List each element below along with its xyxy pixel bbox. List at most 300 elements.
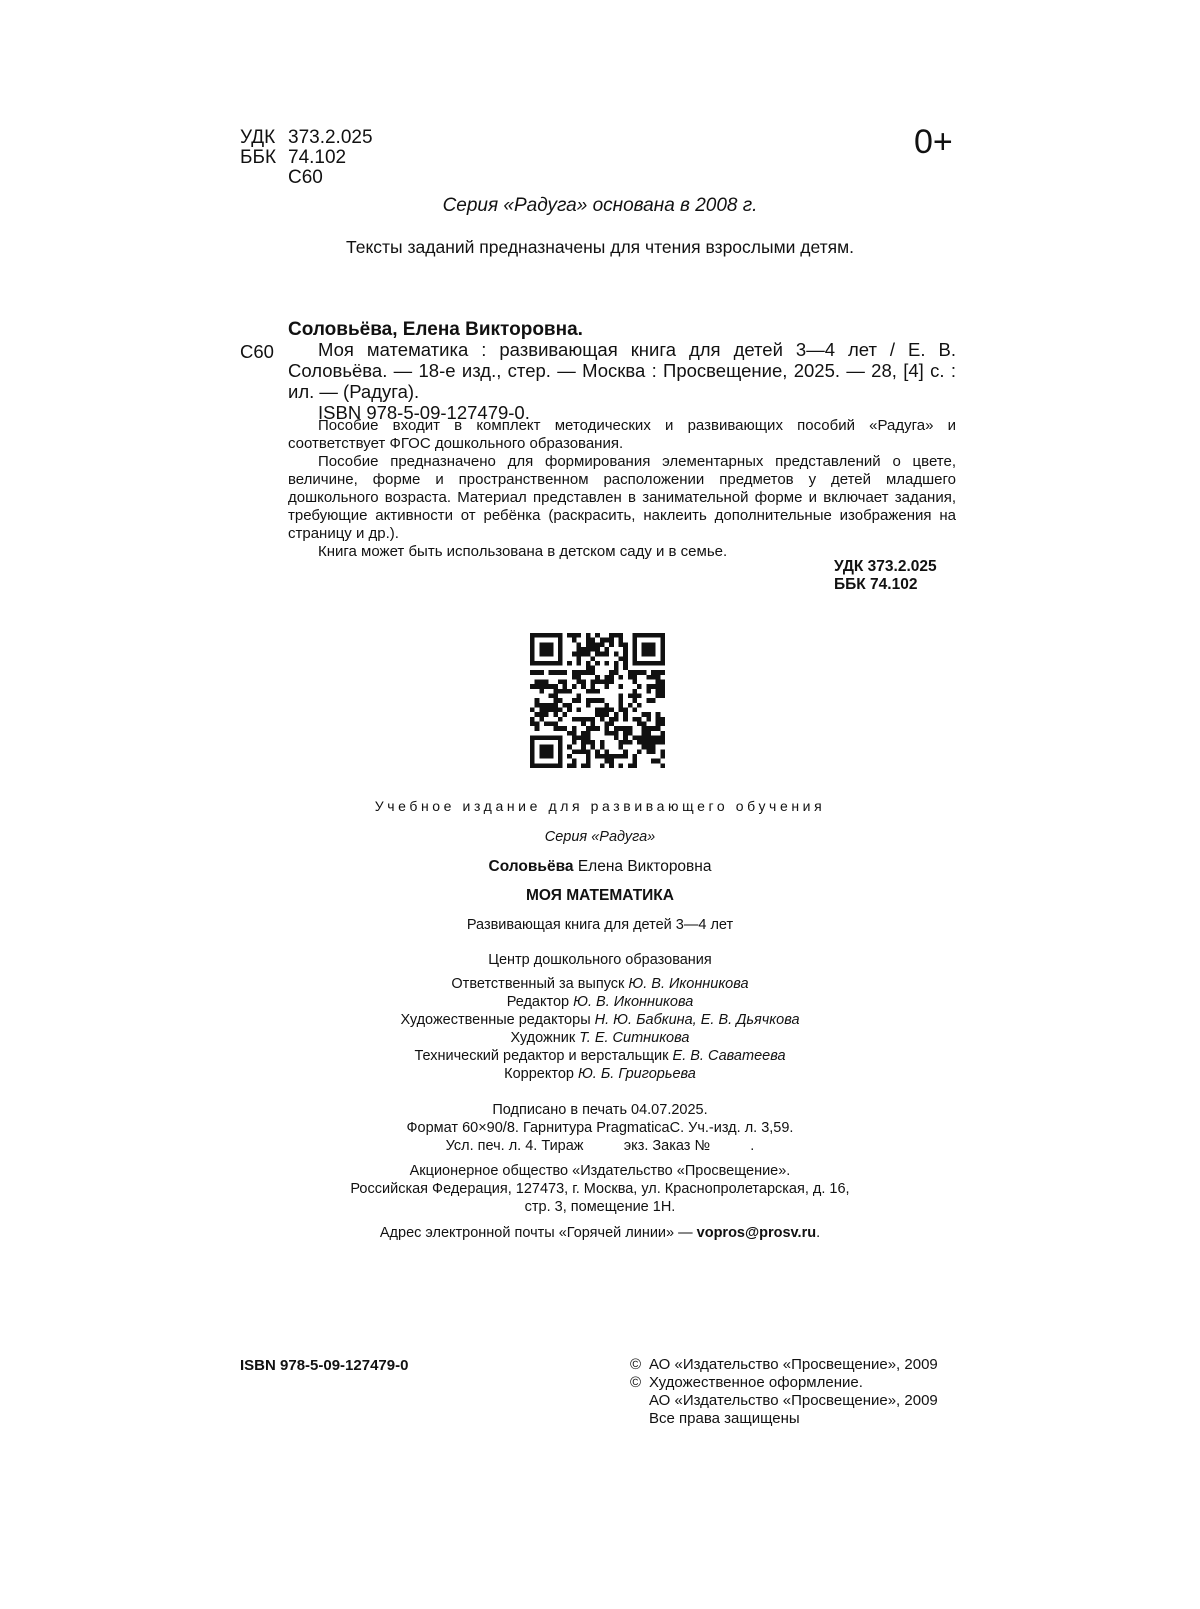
qr-module	[595, 661, 600, 666]
qr-module	[558, 652, 563, 657]
qr-module	[660, 647, 665, 652]
qr-module	[623, 726, 628, 731]
qr-module	[577, 749, 582, 754]
qr-module	[637, 703, 642, 708]
publisher-address-1: Российская Федерация, 127473, г. Москва, ул. Краснопролетарская, д. 16,	[350, 1181, 850, 1197]
annotation-3: Книга может быть использована в детском саду и в семье.	[318, 543, 728, 560]
qr-module	[637, 735, 642, 740]
qr-module	[549, 633, 554, 638]
credit-role: Художественные редакторы	[400, 1012, 591, 1028]
series-founded: Серия «Радуга» основана в 2008 г.	[442, 195, 758, 216]
qr-module	[614, 633, 619, 638]
qr-module	[577, 661, 582, 666]
qr-module	[660, 763, 665, 768]
qr-module	[595, 749, 600, 754]
qr-module	[637, 721, 642, 726]
qr-module	[544, 712, 549, 717]
qr-module	[530, 647, 535, 652]
qr-module	[595, 754, 600, 759]
center-name: Центр дошкольного образования	[488, 952, 712, 968]
qr-module	[558, 726, 563, 731]
qr-module	[651, 735, 656, 740]
qr-module	[623, 740, 628, 745]
qr-module	[637, 661, 642, 666]
qr-module	[591, 726, 596, 731]
catalog-isbn: ISBN 978-5-09-127479-0.	[318, 402, 530, 423]
qr-module	[553, 721, 558, 726]
qr-module	[646, 745, 651, 750]
qr-module	[614, 735, 619, 740]
qr-module	[595, 726, 600, 731]
qr-module	[656, 689, 661, 694]
qr-module	[604, 675, 609, 680]
qr-module	[609, 642, 614, 647]
qr-module	[618, 638, 623, 643]
qr-module	[623, 754, 628, 759]
qr-module	[642, 661, 647, 666]
qr-module	[646, 726, 651, 731]
email-label: Адрес электронной почты «Горячей линии» —	[379, 1225, 697, 1241]
qr-module	[656, 712, 661, 717]
qr-module	[651, 684, 656, 689]
qr-module	[549, 642, 554, 647]
author-mark: С60	[288, 167, 323, 188]
qr-module	[656, 717, 661, 722]
qr-module	[558, 689, 563, 694]
credit-role: Технический редактор и верстальщик	[414, 1048, 669, 1064]
qr-module	[604, 680, 609, 685]
qr-module	[530, 638, 535, 643]
qr-module	[604, 726, 609, 731]
qr-module	[577, 652, 582, 657]
qr-module	[660, 735, 665, 740]
qr-module	[656, 684, 661, 689]
qr-module	[581, 740, 586, 745]
qr-module	[660, 740, 665, 745]
qr-module	[600, 712, 605, 717]
qr-module	[549, 703, 554, 708]
qr-module	[544, 652, 549, 657]
qr-module	[623, 707, 628, 712]
qr-module	[535, 721, 540, 726]
qr-module	[614, 754, 619, 759]
qr-module	[563, 670, 568, 675]
print-details	[0, 1101, 1200, 1155]
qr-module	[558, 647, 563, 652]
qr-module	[572, 763, 577, 768]
qr-module	[544, 721, 549, 726]
qr-module	[646, 684, 651, 689]
bbk-value: 74.102	[288, 147, 347, 168]
qr-module	[618, 763, 623, 768]
qr-module	[544, 735, 549, 740]
qr-module	[577, 735, 582, 740]
qr-module	[651, 661, 656, 666]
qr-module	[586, 754, 591, 759]
qr-module	[572, 717, 577, 722]
qr-module	[530, 642, 535, 647]
qr-module	[646, 675, 651, 680]
qr-module	[530, 735, 535, 740]
sheets-line: Усл. печ. л. 4. Тираж экз. Заказ № .	[445, 1138, 755, 1154]
qr-module	[660, 717, 665, 722]
qr-module	[618, 703, 623, 708]
qr-module	[577, 680, 582, 685]
qr-module	[553, 684, 558, 689]
qr-module	[567, 661, 572, 666]
qr-module	[581, 745, 586, 750]
qr-module	[530, 763, 535, 768]
qr-module	[563, 712, 568, 717]
publisher-address-2: стр. 3, помещение 1Н.	[524, 1199, 676, 1215]
qr-module	[553, 726, 558, 731]
qr-module	[660, 680, 665, 685]
qr-module	[656, 726, 661, 731]
qr-module	[544, 754, 549, 759]
qr-module	[600, 642, 605, 647]
qr-module	[637, 670, 642, 675]
email-end: .	[816, 1225, 821, 1241]
bbk-label: ББК	[240, 147, 277, 168]
qr-module	[530, 661, 535, 666]
qr-module	[628, 763, 633, 768]
qr-module	[586, 670, 591, 675]
qr-module	[632, 694, 637, 699]
qr-module	[595, 689, 600, 694]
qr-module	[539, 749, 544, 754]
qr-module	[614, 661, 619, 666]
qr-module	[600, 745, 605, 750]
qr-module	[646, 712, 651, 717]
qr-module	[572, 740, 577, 745]
qr-module	[567, 754, 572, 759]
credit-person: Ю. В. Иконникова	[573, 994, 694, 1010]
qr-module	[591, 666, 596, 671]
qr-module	[539, 661, 544, 666]
qr-module	[600, 717, 605, 722]
qr-module	[553, 735, 558, 740]
qr-module	[660, 694, 665, 699]
qr-module	[623, 661, 628, 666]
qr-module	[558, 656, 563, 661]
qr-module	[539, 763, 544, 768]
qr-module	[642, 647, 647, 652]
qr-module	[577, 675, 582, 680]
qr-module	[539, 680, 544, 685]
qr-module	[656, 759, 661, 764]
qr-module	[604, 638, 609, 643]
qr-module	[623, 656, 628, 661]
qr-module	[549, 754, 554, 759]
qr-module	[642, 633, 647, 638]
qr-module	[618, 642, 623, 647]
qr-module	[539, 754, 544, 759]
qr-module	[656, 740, 661, 745]
qr-module	[586, 642, 591, 647]
qr-module	[558, 717, 563, 722]
qr-module	[539, 670, 544, 675]
rights-reserved: Все права защищены	[649, 1410, 800, 1427]
imprint-author	[0, 858, 1200, 876]
copyright-block	[630, 1356, 938, 1428]
qr-module	[563, 684, 568, 689]
qr-module	[623, 647, 628, 652]
qr-module	[535, 698, 540, 703]
qr-module	[656, 675, 661, 680]
qr-module	[553, 633, 558, 638]
qr-module	[609, 721, 614, 726]
qr-module	[604, 652, 609, 657]
qr-module	[581, 680, 586, 685]
qr-module	[660, 670, 665, 675]
qr-module	[539, 703, 544, 708]
qr-module	[535, 712, 540, 717]
qr-module	[614, 652, 619, 657]
qr-module	[595, 675, 600, 680]
qr-module	[539, 712, 544, 717]
qr-module	[600, 680, 605, 685]
udk-label: УДК	[240, 127, 276, 148]
qr-module	[581, 652, 586, 657]
qr-module	[553, 712, 558, 717]
qr-module	[553, 689, 558, 694]
catalog-author-heading: Соловьёва, Елена Викторовна.	[288, 319, 583, 340]
qr-module	[539, 633, 544, 638]
qr-module	[604, 721, 609, 726]
qr-module	[544, 763, 549, 768]
qr-module	[591, 717, 596, 722]
credit-role: Корректор	[504, 1066, 574, 1082]
qr-module	[591, 684, 596, 689]
qr-module	[577, 707, 582, 712]
qr-module	[595, 647, 600, 652]
credit-line	[0, 1065, 1200, 1083]
qr-module	[646, 652, 651, 657]
qr-module	[535, 680, 540, 685]
qr-module	[646, 735, 651, 740]
qr-module	[553, 763, 558, 768]
qr-module	[628, 703, 633, 708]
qr-module	[581, 735, 586, 740]
qr-module	[549, 661, 554, 666]
qr-module	[572, 675, 577, 680]
qr-module	[591, 721, 596, 726]
qr-module	[600, 652, 605, 657]
qr-module	[637, 633, 642, 638]
catalog-code: С60	[240, 341, 274, 362]
qr-module	[600, 740, 605, 745]
udk-bold: УДК 373.2.025	[834, 558, 937, 575]
qr-module	[544, 703, 549, 708]
qr-module	[549, 670, 554, 675]
qr-module	[558, 670, 563, 675]
qr-module	[572, 726, 577, 731]
qr-module	[632, 680, 637, 685]
qr-module	[558, 638, 563, 643]
qr-module	[614, 670, 619, 675]
qr-module	[618, 656, 623, 661]
qr-module	[572, 759, 577, 764]
qr-module	[553, 670, 558, 675]
qr-module	[660, 638, 665, 643]
qr-module	[549, 763, 554, 768]
qr-module	[544, 647, 549, 652]
qr-module	[595, 712, 600, 717]
qr-module	[632, 707, 637, 712]
qr-module	[581, 647, 586, 652]
qr-module	[563, 726, 568, 731]
copyright-symbol: ©	[630, 1374, 642, 1391]
qr-module	[623, 712, 628, 717]
qr-module	[539, 735, 544, 740]
qr-module	[535, 703, 540, 708]
qr-module	[632, 689, 637, 694]
qr-module	[553, 707, 558, 712]
qr-module	[642, 745, 647, 750]
qr-module	[604, 684, 609, 689]
qr-module	[572, 652, 577, 657]
qr-module	[553, 694, 558, 699]
qr-module	[609, 638, 614, 643]
qr-module	[553, 703, 558, 708]
qr-module	[632, 670, 637, 675]
qr-module	[604, 703, 609, 708]
qr-module	[530, 717, 535, 722]
qr-module	[609, 675, 614, 680]
annotation-2: Пособие предназначено для формирования элементарных представлений о цвете, величине, форме и пространственном расположении предметов у детей младшего дошкольного возраста. Материал представлен в занимательной форме и включает задания, требующие активности от ребёнка (раскрасить, наклеить дополнительные изображения на страницу и др.).	[288, 453, 956, 542]
qr-module	[642, 642, 647, 647]
qr-module	[586, 763, 591, 768]
qr-module	[637, 749, 642, 754]
qr-module	[651, 647, 656, 652]
qr-module	[549, 652, 554, 657]
qr-module	[618, 740, 623, 745]
qr-module	[614, 731, 619, 736]
qr-module	[572, 698, 577, 703]
qr-module	[530, 754, 535, 759]
qr-module	[577, 633, 582, 638]
qr-module	[591, 670, 596, 675]
qr-module	[618, 745, 623, 750]
qr-module	[642, 712, 647, 717]
qr-module	[586, 735, 591, 740]
qr-module	[646, 717, 651, 722]
credit-line	[0, 1047, 1200, 1065]
qr-module	[581, 763, 586, 768]
qr-module	[609, 717, 614, 722]
qr-module	[609, 633, 614, 638]
qr-module	[660, 749, 665, 754]
signed-date: Подписано в печать 04.07.2025.	[492, 1102, 708, 1118]
publisher-block	[0, 1162, 1200, 1216]
qr-module	[632, 661, 637, 666]
qr-module	[656, 633, 661, 638]
qr-module	[581, 721, 586, 726]
qr-module	[563, 689, 568, 694]
credit-person: Е. В. Саватеева	[672, 1048, 786, 1064]
qr-module	[618, 698, 623, 703]
qr-module	[618, 675, 623, 680]
qr-module	[632, 638, 637, 643]
qr-module	[618, 707, 623, 712]
qr-module	[595, 642, 600, 647]
qr-module	[632, 763, 637, 768]
qr-module	[586, 749, 591, 754]
qr-module	[632, 647, 637, 652]
qr-module	[628, 731, 633, 736]
qr-module	[632, 759, 637, 764]
qr-module	[586, 666, 591, 671]
qr-module	[558, 633, 563, 638]
qr-module	[586, 689, 591, 694]
qr-module	[656, 735, 661, 740]
qr-module	[535, 633, 540, 638]
qr-module	[604, 754, 609, 759]
credit-role: Редактор	[506, 994, 570, 1010]
qr-module	[618, 633, 623, 638]
qr-module	[586, 647, 591, 652]
qr-module	[535, 684, 540, 689]
hotline-email	[0, 1225, 1200, 1241]
qr-module	[614, 712, 619, 717]
udk-value: 373.2.025	[288, 127, 373, 148]
qr-module	[632, 698, 637, 703]
qr-module	[660, 652, 665, 657]
classification-codes	[240, 128, 373, 188]
qr-module	[646, 633, 651, 638]
qr-module	[530, 656, 535, 661]
qr-module	[586, 717, 591, 722]
qr-module	[660, 633, 665, 638]
qr-module	[549, 745, 554, 750]
qr-module	[535, 735, 540, 740]
qr-module	[632, 735, 637, 740]
qr-module	[577, 647, 582, 652]
qr-module	[572, 731, 577, 736]
credit-person: Т. Е. Ситникова	[579, 1030, 690, 1046]
qr-module	[637, 684, 642, 689]
qr-module	[618, 694, 623, 699]
qr-module	[656, 661, 661, 666]
qr-module	[651, 745, 656, 750]
qr-module	[572, 684, 577, 689]
qr-module	[586, 759, 591, 764]
qr-module	[628, 675, 633, 680]
qr-module	[539, 707, 544, 712]
qr-module	[549, 749, 554, 754]
qr-module	[591, 647, 596, 652]
qr-module	[563, 680, 568, 685]
qr-module	[651, 726, 656, 731]
author-surname: Соловьёва	[488, 858, 574, 875]
qr-module	[530, 707, 535, 712]
qr-module	[544, 680, 549, 685]
qr-module	[553, 698, 558, 703]
qr-module	[609, 670, 614, 675]
qr-module	[530, 759, 535, 764]
qr-module	[623, 731, 628, 736]
qr-module	[651, 670, 656, 675]
qr-module	[604, 749, 609, 754]
qr-module	[660, 721, 665, 726]
qr-module	[646, 647, 651, 652]
qr-module	[544, 749, 549, 754]
qr-module	[567, 731, 572, 736]
qr-module	[642, 740, 647, 745]
qr-module	[535, 670, 540, 675]
qr-module	[660, 661, 665, 666]
qr-module	[591, 680, 596, 685]
